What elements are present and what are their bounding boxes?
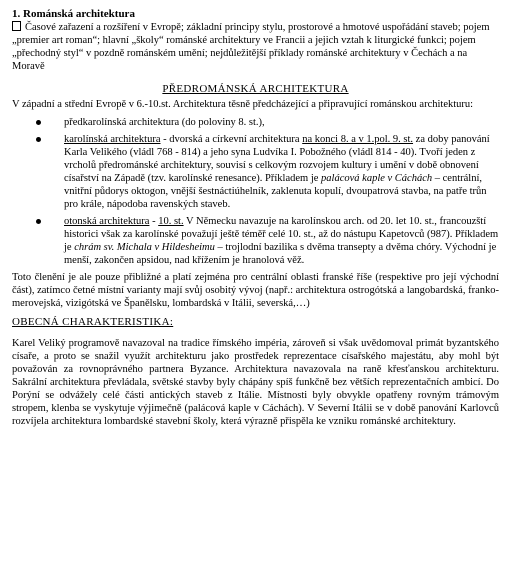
checkbox-square-icon	[12, 21, 21, 31]
list-item	[12, 116, 499, 129]
item-text: (do poloviny 8. st.),	[179, 117, 265, 128]
item-date: na konci 8. a v 1.pol. 9. st.	[302, 134, 414, 145]
heading: 1. Románská architektura	[12, 8, 135, 20]
section1-closing: Toto členění je ale pouze přibližné a platí zejména pro centrální oblasti franské říše (respektive pro její východní část), zatímco četné místní varianty mají svůj osobitý vývoj (např.: architektura ostrogótská a langobardská, franko-merovejská, vizigótská ve Španělsku, lombardská v Itálii, severská,…)	[12, 272, 499, 309]
item-text: - dvorská a církevní architektura	[160, 134, 303, 145]
intro-text: Časové zařazení a rozšíření v Evropě; základní principy stylu, prostorové a hmotové uspořádání staveb; pojem „premier art roman“; hlavní „školy“ románské architektury ve Francii a jejich vztah k liturgické funkci; pojem „přechodný styl“ v pozdně románském umění; nejdůležitější příklady románské architektury v Čechách a na Moravě	[12, 22, 490, 72]
item-head: předkarolínská architektura	[64, 117, 180, 128]
item-text: -	[149, 216, 159, 227]
section1-lead: V západní a střední Evropě v 6.-10.st. Architektura těsně předcházející a připravující románskou architekturu:	[12, 99, 474, 110]
item-head: karolínská architektura	[64, 134, 161, 145]
item-text: – trojlodní bazilika s dvěma transepty a dvěma chóry. Východní je menší, zakončen apsidou, nad křížením je hranolová věž.	[64, 242, 497, 266]
item-example: palácová kaple v Cáchách	[321, 173, 433, 184]
bullet-dot-icon	[36, 219, 41, 224]
section-title-obecna: OBECNÁ CHARAKTERISTIKA:	[12, 316, 174, 328]
item-text: – centrální, vnitřní půdorys oktogon, vnější šestnáctiúhelník, zaklenuta kopulí, dvoupatrová stavba, na patře trůn pro krále, nápodoba ravenských staveb.	[64, 173, 487, 210]
bullet-dot-icon	[36, 137, 41, 142]
item-head: otonská architektura	[64, 216, 150, 227]
list-item	[12, 215, 499, 267]
item-example: chrám sv. Michala v Hildesheimu	[74, 242, 215, 253]
item-date: 10. st.	[158, 216, 184, 227]
bullet-list	[12, 116, 499, 267]
intro-paragraph	[12, 21, 499, 73]
item-text: za doby panování Karla Velikého (vládl 768 - 814) a jeho syna Ludvíka I. Pobožného (vládl 814 - 40). Tvoří jeden z vrcholů předrománské architektury, souvisí s celkovým rozvojem kultury i umění v době obnovení císařství na Západě (tzv. karolínské renesance). Příkladem je	[64, 134, 490, 184]
bullet-dot-icon	[36, 120, 41, 125]
item-text: V Německu navazuje na karolínskou arch. od 20. let 10. st., francouzští historici však za karolínské považují ještě téměř celé 10. st., až do nástupu Kapetovců (987). Příkladem je	[64, 216, 499, 253]
section-title-predromanska: PŘEDROMÁNSKÁ ARCHITEKTURA	[162, 83, 349, 95]
list-item	[12, 133, 499, 211]
section2-body: Karel Veliký programově navazoval na tradice římského impéria, zároveň si však uvědomoval primát byzantského císaře, a proto se snažil využít architekturu jako prostředek reprezentace císařského majestátu, aby mohl být považován za rovnoprávného partnera Byzance. Architektura navazovala na raně křesťanskou architekturu. Sakrální architektura převládala, světské stavby byly chápány spíš funkčně bez větších reprezentačních ambicí. Do Porýní se odvážely celé části antických staveb z Itálie. Místnosti byly obvykle opatřeny rovným trámovým stropem, klenba se vyskytuje výjimečně (palácová kaple v Cáchách). V Severní Itálii se v době panování Karlovců rozvíjela architektura lombardské stavební školy, která výrazně přispěla ke vzniku románské architektury.	[12, 338, 499, 427]
